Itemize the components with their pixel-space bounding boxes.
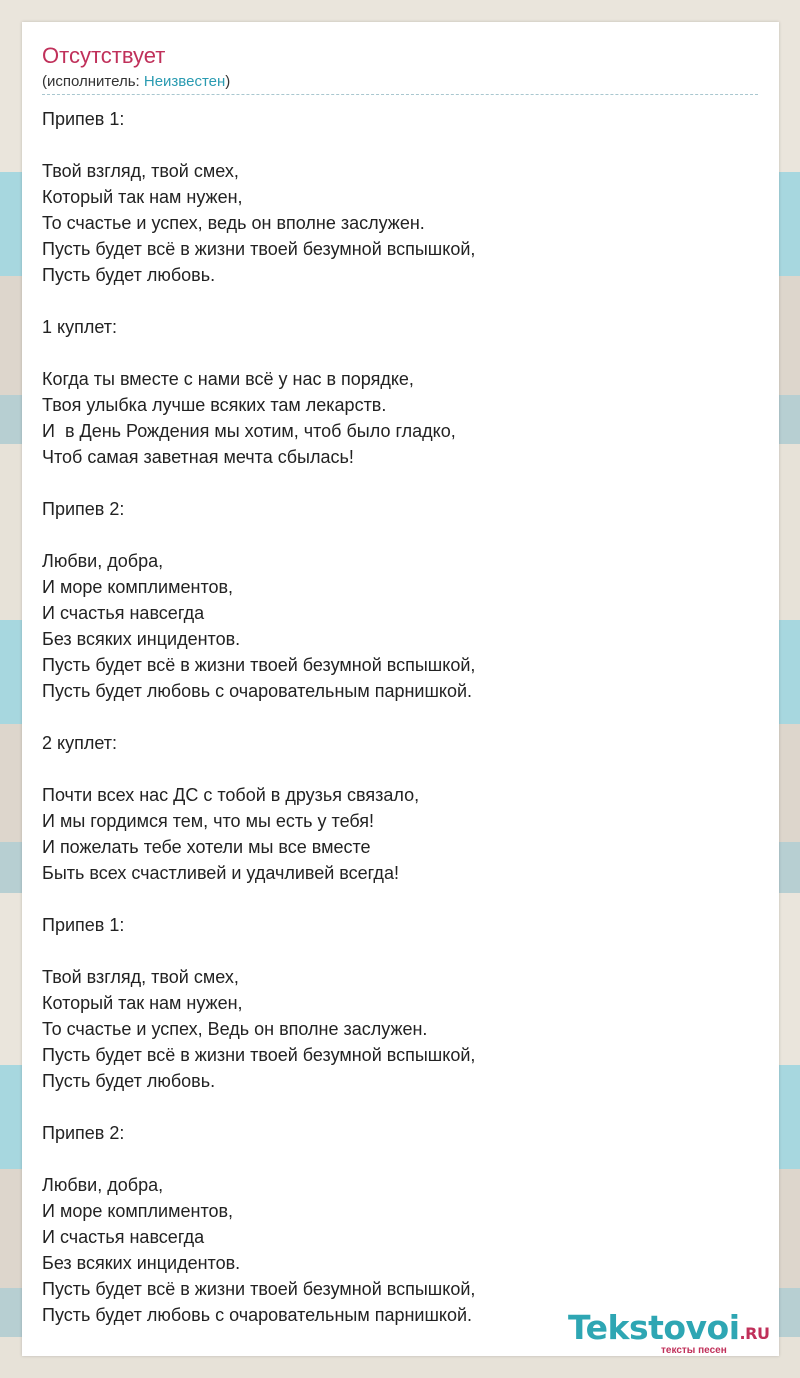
lyric-line	[42, 938, 758, 964]
lyric-line	[42, 522, 758, 548]
lyric-line: Быть всех счастливей и удачливей всегда!	[42, 863, 399, 883]
lyric-line: Пусть будет любовь с очаровательным парнишкой.	[42, 1305, 473, 1325]
lyric-line: Пусть будет всё в жизни твоей безумной вспышкой,	[42, 1045, 476, 1065]
lyric-line: И пожелать тебе хотели мы все вместе	[42, 837, 371, 857]
lyric-line	[42, 288, 758, 314]
lyric-line	[42, 470, 758, 496]
site-logo[interactable]	[568, 1310, 773, 1354]
lyric-line: То счастье и успех, Ведь он вполне заслужен.	[42, 1019, 428, 1039]
lyric-line: Который так нам нужен,	[42, 187, 243, 207]
lyric-line: Любви, добра,	[42, 551, 164, 571]
lyric-line: Чтоб самая заветная мечта сбылась!	[42, 447, 354, 467]
logo-subtitle: тексты песен	[661, 1345, 727, 1356]
song-header	[42, 42, 758, 95]
lyric-line: Который так нам нужен,	[42, 993, 243, 1013]
lyrics-text	[42, 106, 758, 1328]
artist-link[interactable]: Неизвестен	[143, 73, 226, 90]
logo-tld: .RU	[739, 1324, 770, 1343]
lyric-line	[42, 1094, 758, 1120]
lyric-line: Твой взгляд, твой смех,	[42, 161, 239, 181]
lyric-line: Без всяких инцидентов.	[42, 1253, 241, 1273]
lyric-line	[42, 886, 758, 912]
lyric-line: Когда ты вместе с нами всё у нас в порядке,	[42, 369, 414, 389]
lyric-line: Пусть будет всё в жизни твоей безумной вспышкой,	[42, 1279, 476, 1299]
lyric-line: Твой взгляд, твой смех,	[42, 967, 239, 987]
artist-line	[42, 72, 758, 92]
lyric-line	[42, 704, 758, 730]
lyric-line: Без всяких инцидентов.	[42, 629, 241, 649]
lyric-line: Почти всех нас ДС с тобой в друзья связало,	[42, 785, 420, 805]
lyric-line: Припев 1:	[42, 915, 125, 935]
lyric-line	[42, 132, 758, 158]
lyric-line: Пусть будет любовь.	[42, 1071, 216, 1091]
lyric-line: Припев 2:	[42, 499, 125, 519]
lyric-line: И море комплиментов,	[42, 577, 234, 597]
lyric-line: И море комплиментов,	[42, 1201, 234, 1221]
lyric-line: И счастья навсегда	[42, 603, 205, 623]
lyric-line	[42, 1146, 758, 1172]
lyric-line: Любви, добра,	[42, 1175, 164, 1195]
lyric-line: И счастья навсегда	[42, 1227, 205, 1247]
artist-suffix: )	[225, 73, 231, 90]
lyric-line: И мы гордимся тем, что мы есть у тебя!	[42, 811, 375, 831]
lyric-line: То счастье и успех, ведь он вполне заслужен.	[42, 213, 425, 233]
logo-main-text: Tekstovoi	[568, 1308, 740, 1347]
song-title: Отсутствует	[42, 43, 166, 68]
lyrics-card	[22, 22, 779, 1356]
lyric-line: Пусть будет всё в жизни твоей безумной вспышкой,	[42, 239, 476, 259]
lyric-line: Твоя улыбка лучше всяких там лекарств.	[42, 395, 387, 415]
lyric-line: Пусть будет любовь с очаровательным парнишкой.	[42, 681, 473, 701]
lyric-line: Припев 1:	[42, 109, 125, 129]
lyric-line: И в День Рождения мы хотим, чтоб было гладко,	[42, 421, 456, 441]
lyric-line	[42, 340, 758, 366]
lyric-line	[42, 756, 758, 782]
artist-prefix: (исполнитель:	[42, 73, 144, 90]
lyric-line: 1 куплет:	[42, 317, 117, 337]
lyric-line: Припев 2:	[42, 1123, 125, 1143]
lyric-line: Пусть будет любовь.	[42, 265, 216, 285]
lyric-line: Пусть будет всё в жизни твоей безумной вспышкой,	[42, 655, 476, 675]
lyric-line: 2 куплет:	[42, 733, 117, 753]
